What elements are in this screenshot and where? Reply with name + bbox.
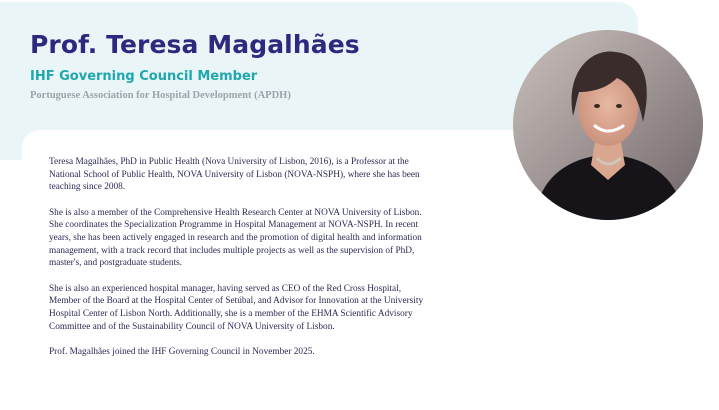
profile-organization: Portuguese Association for Hospital Development (APDH) [30, 90, 291, 101]
profile-photo [513, 30, 703, 220]
bio-paragraph-4: Prof. Magalhães joined the IHF Governing Council in November 2025. [49, 347, 315, 358]
bio-text [49, 156, 424, 372]
profile-role: IHF Governing Council Member [30, 69, 258, 84]
bio-paragraph-1: Teresa Magalhães, PhD in Public Health (Nova University of Lisbon, 2016), is a Professor at the National School of Public Health, NOVA University of Lisbon (NOVA-NSPH), where she has been teaching since 2008. [49, 157, 420, 193]
profile-name: Prof. Teresa Magalhães [30, 30, 360, 59]
bio-paragraph-3: She is also an experienced hospital manager, having served as CEO of the Red Cross Hospital, Member of the Board at the Hospital Center of Setúbal, and Advisor for Innovation at the University Hospital Center of Lisbon North. Additionally, she is a member of the EHMA Scientific Advisory Committee and of the Sustainability Council of NOVA University of Lisbon. [49, 283, 424, 332]
bio-paragraph-2: She is also a member of the Comprehensive Health Research Center at NOVA University of Lisbon. She coordinates the Specialization Programme in Hospital Management at NOVA-NSPH. In recent years, she has been actively engaged in research and the promotion of digital health and information management, with a track record that includes multiple projects as well as the supervision of PhD, master's, and postgraduate students. [49, 207, 422, 269]
